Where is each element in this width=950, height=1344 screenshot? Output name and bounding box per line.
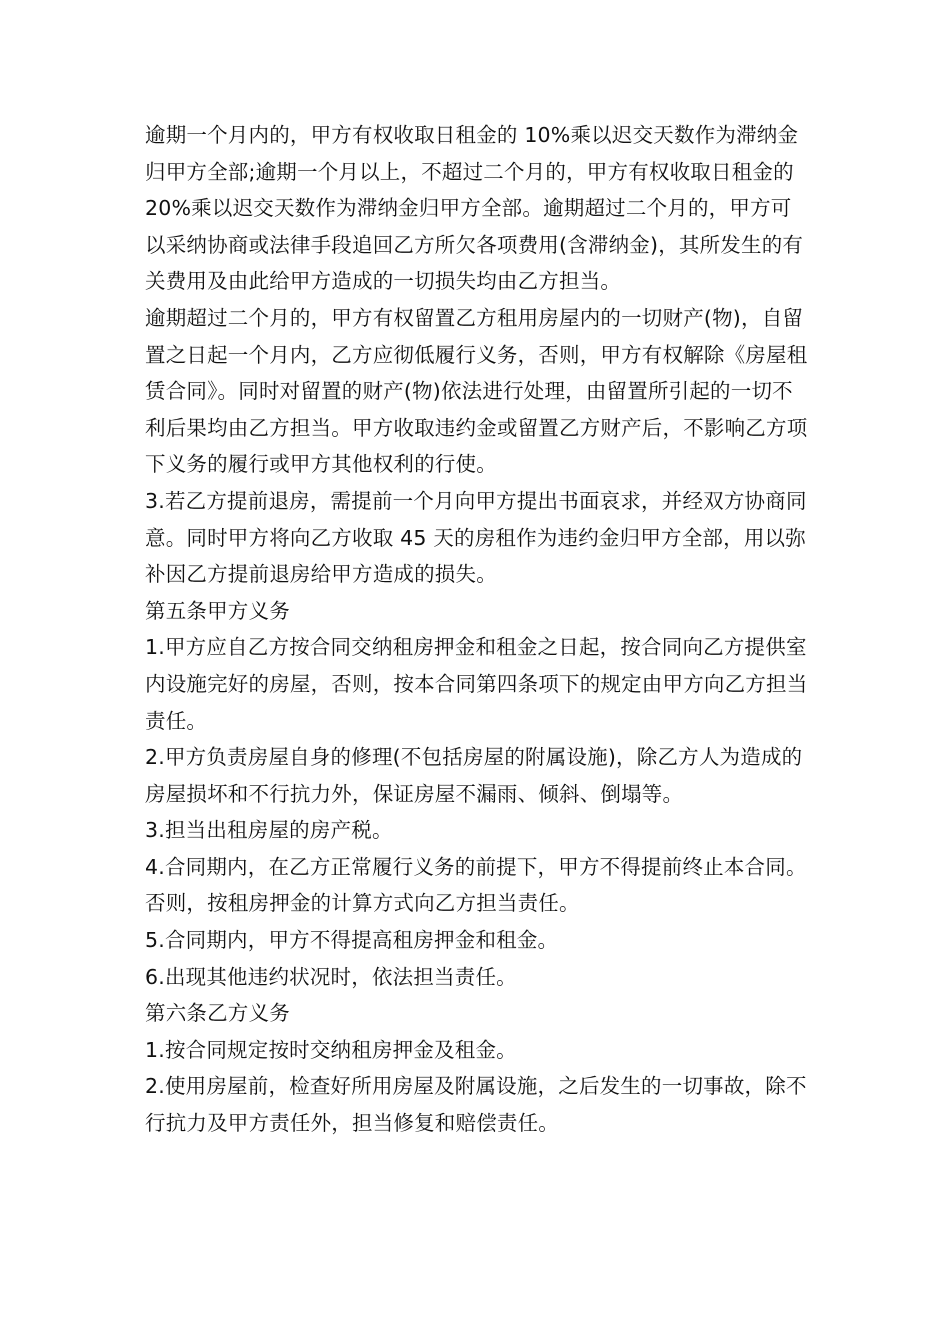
list-item-article-5-4: 4.合同期内，在乙方正常履行义务的前提下，甲方不得提前终止本合同。否则，按租房押金的计算方式向乙方担当责任。 [145, 854, 807, 916]
paragraph-late-payment-penalty: 逾期一个月内的，甲方有权收取日租金的 10%乘以迟交天数作为滞纳金归甲方全部;逾期一个月以上，不超过二个月的，甲方有权收取日租金的 20%乘以迟交天数作为滞纳金归甲方全部。逾期超过二个月的，甲方可以采纳协商或法律手段追回乙方所欠各项费用(含滞纳金)，其所发生的有关费用及由此给甲方造成的一切损失均由乙方担当。 [145, 123, 804, 294]
paragraph-early-termination: 3.若乙方提前退房，需提前一个月向甲方提出书面哀求，并经双方协商同意。同时甲方将向乙方收取 45 天的房租作为违约金归甲方全部，用以弥补因乙方提前退房给甲方造成的损失。 [145, 488, 807, 587]
list-item-article-5-5: 5.合同期内，甲方不得提高租房押金和租金。 [145, 928, 559, 953]
list-item-article-5-3: 3.担当出租房屋的房产税。 [145, 818, 393, 843]
document-body [145, 117, 810, 1142]
list-item-article-5-2: 2.甲方负责房屋自身的修理(不包括房屋的附属设施)，除乙方人为造成的房屋损坏和不行抗力外，保证房屋不漏雨、倾斜、倒塌等。 [145, 745, 803, 806]
paragraph-lien-on-property: 逾期超过二个月的，甲方有权留置乙方租用房屋内的一切财产(物)，自留置之日起一个月内，乙方应彻低履行义务，否则，甲方有权解除《房屋租赁合同》。同时对留置的财产(物)依法进行处理，由留置所引起的一切不利后果均由乙方担当。甲方收取违约金或留置乙方财产后，不影响乙方项下义务的履行或甲方其他权利的行使。 [145, 305, 808, 477]
section-heading-article-5: 第五条甲方义务 [145, 598, 290, 623]
list-item-article-5-6: 6.出现其他违约状况时，依法担当责任。 [145, 964, 517, 989]
list-item-article-6-1: 1.按合同规定按时交纳租房押金及租金。 [145, 1037, 517, 1062]
list-item-article-5-1: 1.甲方应自乙方按合同交纳租房押金和租金之日起，按合同向乙方提供室内设施完好的房屋，否则，按本合同第四条项下的规定由甲方向乙方担当责任。 [145, 635, 808, 733]
section-heading-article-6: 第六条乙方义务 [145, 1001, 290, 1026]
list-item-article-6-2: 2.使用房屋前，检查好所用房屋及附属设施，之后发生的一切事故，除不行抗力及甲方责任外，担当修复和赔偿责任。 [145, 1074, 807, 1136]
